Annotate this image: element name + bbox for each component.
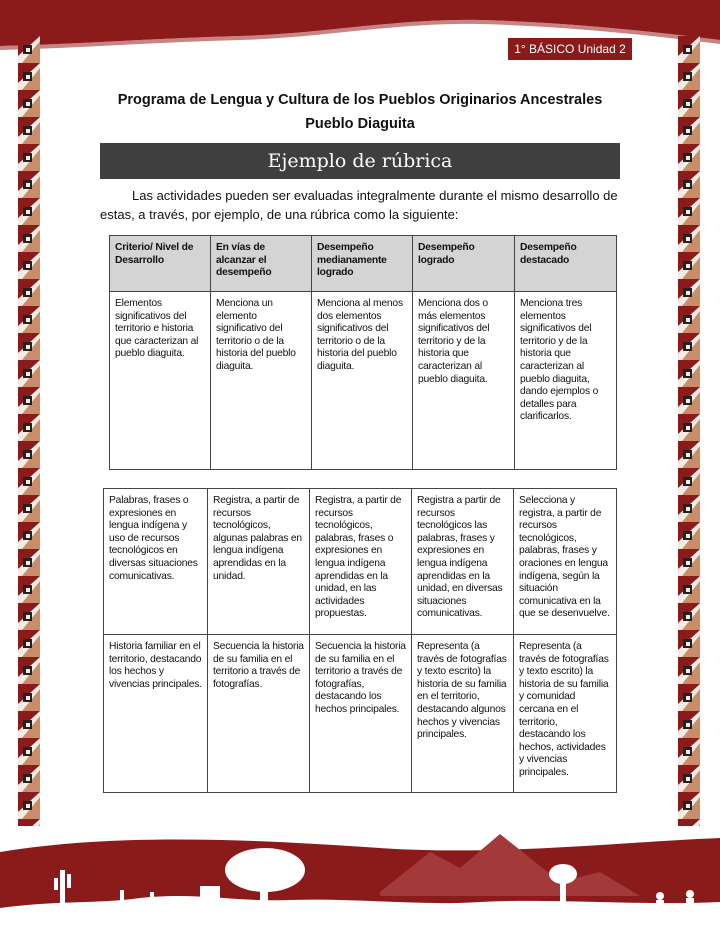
table-cell: Representa (a través de fotografías y texto escrito) la historia de su familia en el territorio, destacando algunos hechos y vivencias principales.	[412, 635, 514, 793]
header-destacado: Desempeño destacado	[515, 236, 617, 292]
table-cell: Palabras, frases o expresiones en lengua indígena y uso de recursos tecnológicos en diversas situaciones comunicativas.	[104, 489, 208, 635]
table-cell: Representa (a través de fotografías y texto escrito) la historia de su familia y comunidad cercana en el territorio, destacando los hechos, actividades y vivencias principales.	[514, 635, 617, 793]
left-decorative-border	[18, 36, 40, 826]
document-title: Programa de Lengua y Cultura de los Pueblos Originarios Ancestrales	[117, 92, 603, 108]
section-title: Ejemplo de rúbrica	[100, 143, 620, 179]
rubric-table-2	[103, 488, 617, 793]
right-decorative-border	[678, 36, 700, 826]
unit-badge: 1° BÁSICO Unidad 2	[508, 38, 632, 60]
table-cell: Selecciona y registra, a partir de recursos tecnológicos, palabras, frases y oraciones en lengua indígena, según la situación comunicativa en la que se desenvuelve.	[514, 489, 617, 635]
document-subtitle: Pueblo Diaguita	[305, 116, 415, 132]
landscape-illustration	[0, 812, 720, 932]
table-cell: Secuencia la historia de su familia en el territorio a través de fotografías, destacando los hechos principales.	[310, 635, 412, 793]
table-cell: Menciona un elemento significativo del territorio o de la historia del pueblo diaguita.	[211, 292, 312, 470]
header-logrado: Desempeño logrado	[413, 236, 515, 292]
intro-paragraph: Las actividades pueden ser evaluadas integralmente durante el mismo desarrollo de estas, a través, por ejemplo, de una rúbrica como la siguiente:	[100, 188, 618, 222]
table-cell: Secuencia la historia de su familia en el territorio a través de fotografías.	[208, 635, 310, 793]
header-criterio: Criterio/ Nivel de Desarrollo	[110, 236, 211, 292]
table-cell: Menciona al menos dos elementos significativos del territorio o de la historia del pueblo diaguita.	[312, 292, 413, 470]
table-cell: Menciona tres elementos significativos del territorio y de la historia que caracterizan al pueblo diaguita, dando ejemplos o detalles para clarificarlos.	[515, 292, 617, 470]
table-cell: Menciona dos o más elementos significativos del territorio y de la historia que caracterizan al pueblo diaguita.	[413, 292, 515, 470]
header-medianamente: Desempeño medianamente logrado	[312, 236, 413, 292]
rubric-table-1	[109, 235, 617, 470]
table-cell: Registra a partir de recursos tecnológicos las palabras, frases y expresiones en lengua indígena aprendidas en la unidad, en diversas situaciones comunicativas.	[412, 489, 514, 635]
header-en-vias: En vías de alcanzar el desempeño	[211, 236, 312, 292]
table-cell: Elementos significativos del territorio e historia que caracterizan al pueblo diaguita.	[110, 292, 211, 470]
table-cell: Historia familiar en el territorio, destacando los hechos y vivencias principales.	[104, 635, 208, 793]
table-cell: Registra, a partir de recursos tecnológicos, palabras, frases o expresiones en lengua indígena aprendidas en la unidad, en las actividades propuestas.	[310, 489, 412, 635]
table-cell: Registra, a partir de recursos tecnológicos, algunas palabras en lengua indígena aprendidas en la unidad.	[208, 489, 310, 635]
